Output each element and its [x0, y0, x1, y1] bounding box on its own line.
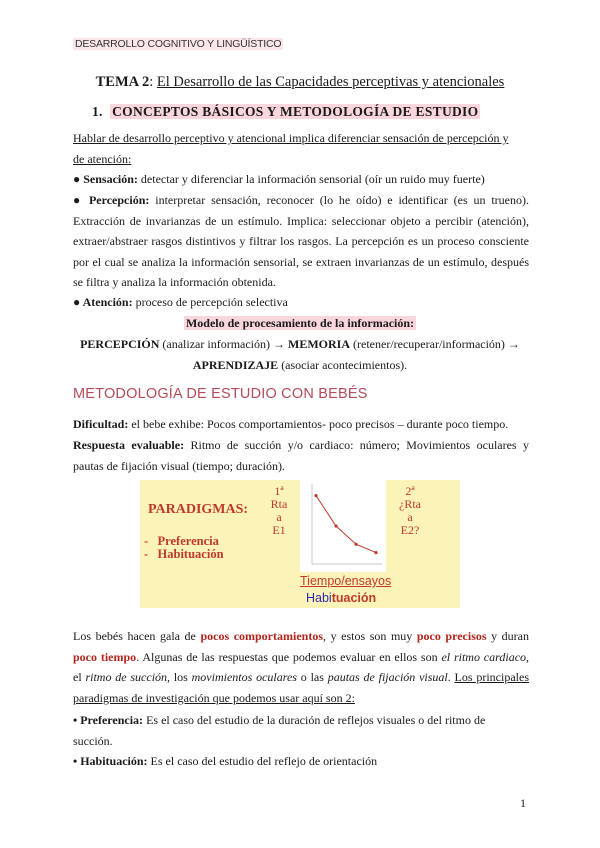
p3-ritmo-succion: ritmo de succión: [85, 670, 168, 684]
p3-t5: ,: [526, 649, 530, 664]
section-label: CONCEPTOS BÁSICOS Y METODOLOGÍA DE ESTUDIO: [112, 104, 479, 119]
preferencia-term: • Preferencia:: [73, 713, 144, 727]
r2-line-d: E2?: [400, 523, 420, 537]
respuesta-item: [73, 435, 529, 476]
preferencia-line1: Es el caso del estudio de la duración de reflejos visuales o del ritmo de: [143, 713, 486, 727]
respuesta-term: Respuesta evaluable:: [73, 438, 185, 452]
section-heading-1: [92, 104, 480, 120]
r2-line-c: a: [407, 510, 413, 524]
model-perception-desc: (analizar información) →: [159, 337, 289, 351]
page-title: TEMA 2: El Desarrollo de las Capacidades perceptivas y atencionales: [95, 74, 505, 90]
r1-line-a: 1ª: [274, 484, 284, 498]
data-point-1: [314, 494, 317, 497]
p3-t9: .: [447, 670, 455, 684]
r1-line-c: a: [276, 510, 282, 524]
percepcion-line3: extraer/abstraer rasgos distintivos y filtrar los rasgos. La percepción es un proceso consciente: [73, 234, 529, 248]
intro-line2: de atención:: [73, 151, 132, 166]
model-learning-desc: (asociar acontecimientos).: [278, 358, 408, 372]
data-point-2: [334, 524, 337, 527]
model-perception: PERCEPCIÓN: [80, 337, 160, 351]
page-number: 1: [520, 796, 526, 810]
p3-t3: y duran: [486, 629, 530, 643]
p3-poco-precisos: poco precisos: [416, 629, 487, 643]
model-line2: [0, 355, 600, 376]
paradigms-label: PARADIGMAS:: [148, 502, 249, 517]
respuesta-line1: Ritmo de succión y/o cardiaco: número; Movimientos oculares y: [184, 438, 529, 452]
percepcion-item: [73, 190, 529, 293]
intro-line1: Hablar de desarrollo perceptivo y atencional implica diferenciar sensación de percepción y: [73, 131, 509, 145]
p3-ritmo-cardiaco: el ritmo cardiaco: [441, 649, 527, 664]
atencion-item: [73, 292, 529, 313]
model-learning: APRENDIZAJE: [192, 358, 279, 372]
preferencia-item: [73, 710, 529, 751]
dificultad-term: Dificultad:: [73, 417, 129, 431]
p3-t7: , los: [167, 670, 192, 684]
p3-t4: . Algunas de las respuestas que podemos evaluar en ellos son: [136, 649, 442, 664]
habituacion-text: Es el caso del estudio del reflejo de orientación: [147, 754, 378, 768]
p3-underlined-1: Los principales: [454, 670, 529, 684]
section-number: 1.: [92, 104, 103, 119]
model-title-text: Modelo de procesamiento de la información:: [185, 316, 415, 330]
r2-line-b: ¿Rta: [399, 497, 421, 511]
paradigms-paragraph: [73, 626, 529, 708]
p3-t8: o las: [296, 670, 328, 684]
habituation-caption-b: tuación: [331, 591, 377, 605]
sensacion-text: detectar y diferenciar la información sensorial (oír un ruido muy fuerte): [137, 172, 485, 186]
p3-underlined-2: paradigmas de investigación que podemos usar aquí son 2:: [73, 690, 355, 705]
percepcion-line1: interpretar sensación, reconocer (lo he oído) e identificar (es un trueno).: [149, 193, 529, 207]
axis-label: Tiempo/ensayos: [300, 574, 392, 588]
response-1-label: [264, 485, 294, 537]
title-text: El Desarrollo de las Capacidades perceptivas y atencionales: [156, 74, 505, 90]
data-point-3: [354, 543, 357, 546]
title-topic: TEMA 2: [95, 74, 150, 90]
habituation-chart: [300, 480, 386, 572]
p3-pocos-comportamientos: pocos comportamientos: [200, 629, 324, 643]
model-memory: MEMORIA: [288, 337, 351, 351]
p3-t1: Los bebés hacen gala de: [73, 629, 201, 643]
r1-line-d: E1: [272, 523, 286, 537]
percepcion-line2: Extracción de invarianzas de un estímulo. Implica: seleccionar objeto a percibir (atención),: [73, 213, 529, 228]
model-line1: [0, 334, 600, 355]
p3-movimientos-oculares: movimientos oculares: [191, 670, 297, 684]
response-2-label: [390, 485, 430, 537]
dificultad-text: el bebe exhibe: Pocos comportamientos- poco precisos – durante poco tiempo.: [128, 417, 509, 431]
model-memory-desc: (retener/recuperar/información) →: [350, 337, 520, 351]
paradigm-habituacion: - Habituación: [144, 547, 224, 561]
sensacion-item: [73, 169, 529, 190]
r1-line-b: Rta: [270, 497, 288, 511]
r2-line-a: 2ª: [405, 484, 415, 498]
percepcion-line5: se filtra y analiza la información obtenida.: [73, 275, 276, 289]
p3-poco-tiempo: poco tiempo: [73, 649, 137, 664]
preferencia-line2: succión.: [73, 733, 113, 748]
percepcion-line4: por el cual se analiza la información sensorial, se extraen invarianzas de un estímulo, después: [73, 254, 529, 269]
p3-pautas-fijacion: pautas de fijación visual: [327, 670, 448, 684]
respuesta-line2: pautas de fijación visual (tiempo; duración).: [73, 458, 285, 473]
habituation-caption-a: Habi: [306, 591, 332, 605]
dificultad-item: [73, 414, 529, 435]
p3-t2: , y estos son muy: [323, 629, 417, 643]
data-point-4: [374, 551, 377, 554]
section-heading-2: METODOLOGÍA DE ESTUDIO CON BEBÉS: [73, 386, 368, 402]
p3-t6: el: [73, 670, 86, 684]
habituacion-term: • Habituación:: [73, 754, 148, 768]
course-header: DESARROLLO COGNITIVO Y LINGÜÍSTICO: [75, 38, 282, 50]
habituacion-item: [73, 751, 529, 772]
model-title: [0, 313, 600, 334]
atencion-text: proceso de percepción selectiva: [132, 295, 288, 309]
sensacion-term: ● Sensación:: [73, 172, 138, 186]
paradigms-figure: [140, 480, 460, 608]
paradigm-preferencia: - Preferencia: [144, 534, 219, 548]
atencion-term: ● Atención:: [73, 295, 133, 309]
intro-paragraph: [73, 128, 529, 169]
percepcion-term: ● Percepción:: [73, 193, 150, 207]
habituation-caption: [306, 591, 376, 605]
